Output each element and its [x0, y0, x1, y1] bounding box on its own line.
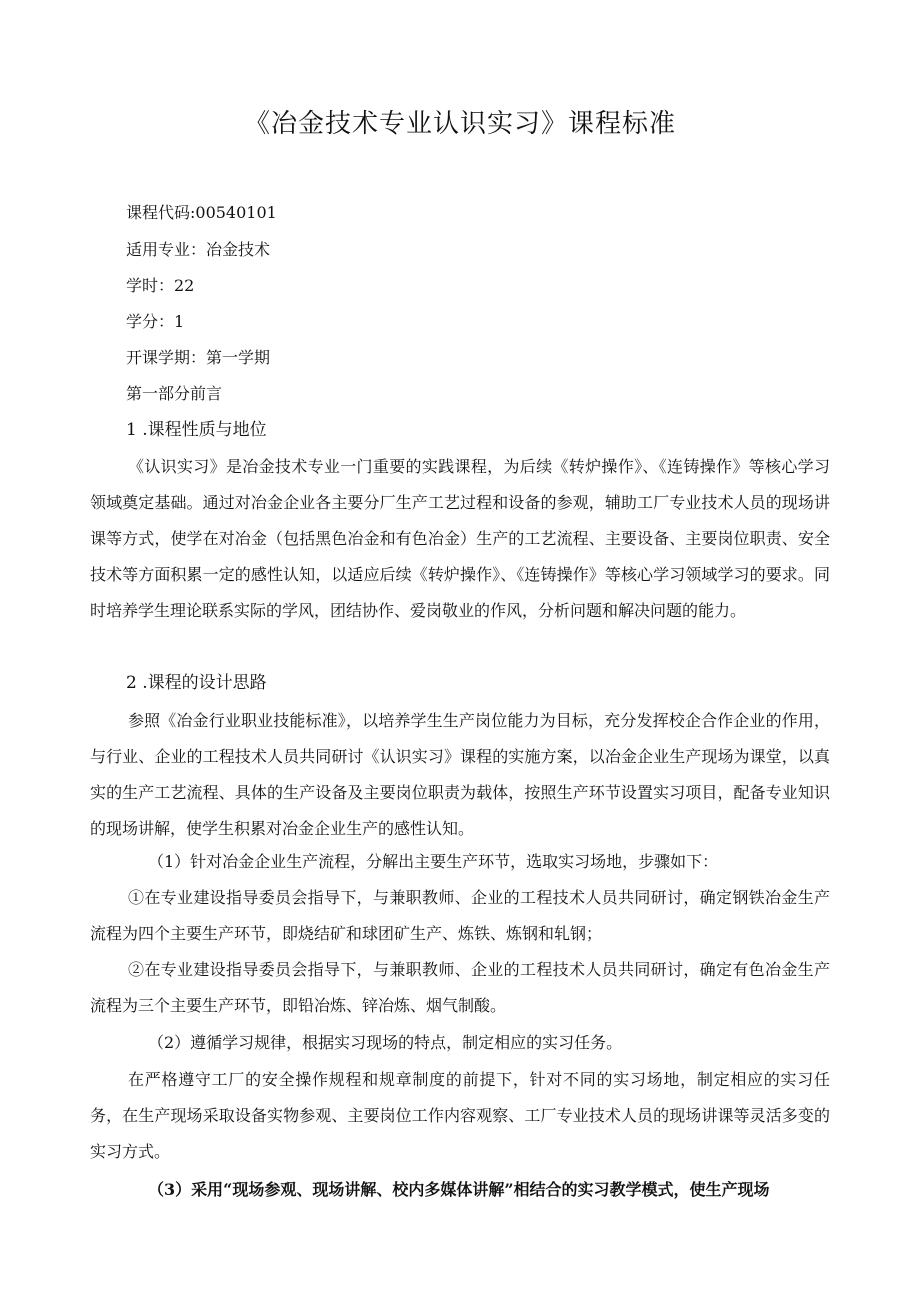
step-1-b: ②在专业建设指导委员会指导下，与兼职教师、企业的工程技术人员共同研讨，确定有色冶金生产流程为三个主要生产环节，即铅冶炼、锌冶炼、烟气制酸。	[90, 960, 830, 1015]
section-2-paragraph: 参照《冶金行业职业技能标准》，以培养学生生产岗位能力为目标，充分发挥校企合作企业的作用，与行业、企业的工程技术人员共同研讨《认识实习》课程的实施方案，以冶金企业生产现场为课堂，以真实的生产工艺流程、具体的生产设备及主要岗位职责为载体，按照生产环节设置实习项目，配备专业知识的现场讲解，使学生积累对冶金企业生产的感性认知。	[90, 711, 830, 838]
section-1-heading: 1 .课程性质与地位	[126, 420, 267, 440]
class-hours: 学时：22	[126, 276, 195, 295]
section-2-heading: 2 .课程的设计思路	[126, 673, 267, 693]
step-2-paragraph: 在严格遵守工厂的安全操作规程和规章制度的前提下，针对不同的实习场地，制定相应的实习任务，在生产现场采取设备实物参观、主要岗位工作内容观察、工厂专业技术人员的现场讲课等灵活多变的实习方式。	[90, 1070, 830, 1161]
step-2: （2）遵循学习规律，根据实习现场的特点，制定相应的实习任务。	[148, 1033, 623, 1052]
step-1-a: ①在专业建设指导委员会指导下，与兼职教师、企业的工程技术人员共同研讨，确定钢铁冶金生产流程为四个主要生产环节，即烧结矿和球团矿生产、炼铁、炼钢和轧钢；	[90, 888, 830, 943]
course-code: 课程代码:00540101	[126, 203, 277, 222]
step-3: （3）采用“现场参观、现场讲解、校内多媒体讲解”相结合的实习教学模式，使生产现场	[148, 1180, 770, 1199]
credits: 学分：1	[126, 312, 185, 331]
part-heading: 第一部分前言	[126, 384, 223, 403]
applicable-major: 适用专业：冶金技术	[126, 240, 271, 259]
semester: 开课学期：第一学期	[126, 348, 271, 367]
section-1-paragraph: 《认识实习》是冶金技术专业一门重要的实践课程，为后续《转炉操作》、《连铸操作》等核心学习领域奠定基础。通过对冶金企业各主要分厂生产工艺过程和设备的参观，辅助工厂专业技术人员的现场讲课等方式，使学在对冶金（包括黑色冶金和有色冶金）生产的工艺流程、主要设备、主要岗位职责、安全技术等方面积累一定的感性认知，以适应后续《转炉操作》、《连铸操作》等核心学习领域学习的要求。同时培养学生理论联系实际的学风，团结协作、爱岗敬业的作风，分析问题和解决问题的能力。	[90, 457, 830, 620]
step-1: （1）针对冶金企业生产流程，分解出主要生产环节，选取实习场地，步骤如下：	[148, 852, 719, 871]
document-title: 《冶金技术专业认识实习》课程标准	[243, 109, 676, 139]
